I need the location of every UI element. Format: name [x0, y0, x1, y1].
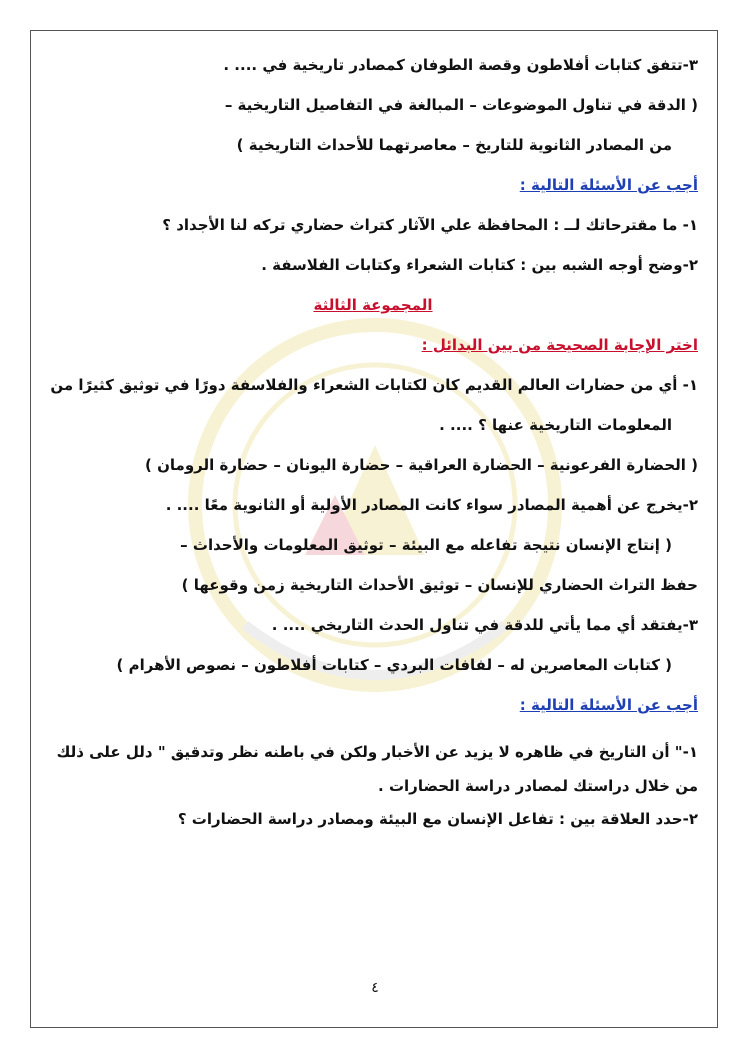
group-title: المجموعة الثالثة: [313, 296, 433, 314]
section-heading: اختر الإجابة الصحيحة من بين البدائل :: [421, 336, 698, 354]
options-text: ( الحضارة الفرعونية – الحضارة العراقية – حضارة اليونان – حضارة الرومان ): [145, 456, 698, 474]
options-text: من المصادر الثانوية للتاريخ – معاصرتهما للأحداث التاريخية ): [236, 136, 672, 154]
options-text: ( الدقة في تناول الموضوعات – المبالغة في التفاصيل التاريخية –: [224, 96, 698, 114]
options-text: ( إنتاج الإنسان نتيجة تفاعله مع البيئة – توثيق المعلومات والأحداث –: [180, 536, 672, 554]
options-text: ( كتابات المعاصرين له – لفافات البردي – كتابات أفلاطون – نصوص الأهرام ): [116, 656, 672, 674]
question-text: ٣-يفتقد أي مما يأتي للدقة في تناول الحدث التاريخي .... .: [271, 616, 698, 634]
section-heading: أجب عن الأسئلة التالية :: [519, 696, 698, 714]
question-text: ٢-حدد العلاقة بين : تفاعل الإنسان مع البيئة ومصادر دراسة الحضارات ؟: [177, 810, 698, 828]
section-heading: أجب عن الأسئلة التالية :: [519, 176, 698, 194]
question-text: ٢-يخرج عن أهمية المصادر سواء كانت المصادر الأولية أو الثانوية معًا .... .: [165, 496, 698, 514]
options-text: حفظ التراث الحضاري للإنسان – توثيق الأحداث التاريخية زمن وقوعها ): [181, 576, 698, 594]
question-text: ١- ما مقترحاتك لــ : المحافظة علي الآثار كتراث حضاري تركه لنا الأجداد ؟: [162, 216, 698, 234]
question-text: ٣-تتفق كتابات أفلاطون وقصة الطوفان كمصادر تاريخية في .... .: [223, 56, 698, 74]
question-text: ٢-وضح أوجه الشبه بين : كتابات الشعراء وكتابات الفلاسفة .: [261, 256, 698, 274]
page-number: ٤: [371, 980, 379, 996]
document-body: [48, 55, 698, 849]
question-text: المعلومات التاريخية عنها ؟ .... .: [439, 416, 672, 434]
question-text: ١-" أن التاريخ في ظاهره لا يزيد عن الأخبار ولكن في باطنه نظر وتدقيق " دلل على ذلك من خلال دراستك لمصادر دراسة الحضارات .: [56, 743, 698, 795]
question-text: ١- أي من حضارات العالم القديم كان لكتابات الشعراء والفلاسفة دورًا في توثيق كثيرًا من: [50, 376, 698, 394]
